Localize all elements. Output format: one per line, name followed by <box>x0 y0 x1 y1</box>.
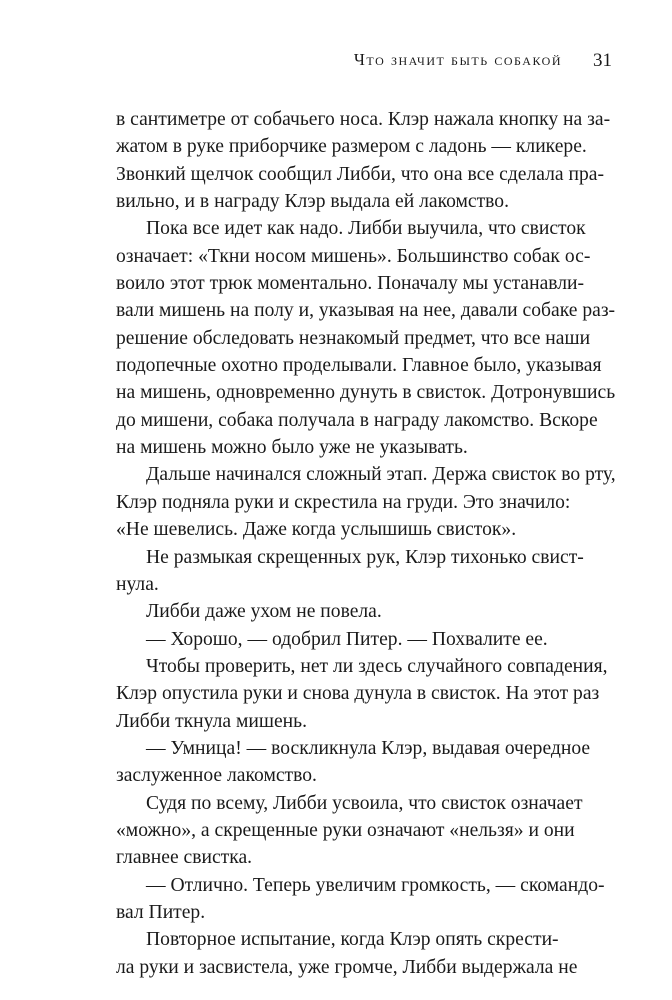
text-line: вильно, и в награду Клэр выдала ей лакомство. <box>116 191 509 213</box>
body-text <box>116 106 616 981</box>
text-line: Пока все идет как надо. Либби выучила, что свисток <box>146 218 586 240</box>
text-line: Не размыкая скрещенных рук, Клэр тихонько свист- <box>146 546 584 568</box>
text-line: Либби ткнула мишень. <box>116 710 307 732</box>
text-line: на мишень можно было уже не указывать. <box>116 437 468 459</box>
text-line: до мишени, собака получала в награду лакомство. Вскоре <box>116 409 598 431</box>
text-line: вали мишень на полу и, указывая на нее, давали собаке раз- <box>116 300 616 322</box>
text-line: Клэр подняла руки и скрестила на груди. Это значило: <box>116 491 571 513</box>
text-line: Клэр опустила руки и снова дунула в свисток. На этот раз <box>116 683 600 705</box>
running-head-title: Что значит быть собакой <box>353 50 562 69</box>
text-line: Звонкий щелчок сообщил Либби, что она все сделала пра- <box>116 163 605 185</box>
text-line: Либби даже ухом не повела. <box>146 601 382 623</box>
text-line: означает: «Ткни носом мишень». Большинство собак ос- <box>116 245 591 267</box>
text-line: на мишень, одновременно дунуть в свисток. Дотронувшись <box>116 382 616 404</box>
text-line: — Отлично. Теперь увеличим громкость, — скомандо- <box>146 874 605 896</box>
text-line: ла руки и засвистела, уже громче, Либби выдержала не <box>116 956 578 978</box>
text-line: — Умница! — воскликнула Клэр, выдавая очередное <box>146 737 591 759</box>
text-line: «Не шевелись. Даже когда услышишь свисток». <box>116 519 517 541</box>
text-line: «можно», а скрещенные руки означают «нельзя» и они <box>116 819 575 841</box>
text-line: — Хорошо, — одобрил Питер. — Похвалите ее. <box>146 628 548 650</box>
page-number: 31 <box>593 50 612 71</box>
text-line: Судя по всему, Либби усвоила, что свисток означает <box>146 792 583 814</box>
text-line: решение обследовать незнакомый предмет, что все наши <box>116 327 591 349</box>
text-line: подопечные охотно проделывали. Главное было, указывая <box>116 355 602 377</box>
text-line: Чтобы проверить, нет ли здесь случайного совпадения, <box>146 655 608 677</box>
text-line: воило этот трюк моментально. Поначалу мы устанавли- <box>116 273 585 295</box>
text-line: заслуженное лакомство. <box>116 765 317 787</box>
text-line: нула. <box>116 573 159 595</box>
text-line: вал Питер. <box>116 901 206 923</box>
text-line: главнее свистка. <box>116 847 253 869</box>
text-line: в сантиметре от собачьего носа. Клэр нажала кнопку на за- <box>116 109 611 130</box>
text-line: Дальше начинался сложный этап. Держа свисток во рту, <box>146 464 616 486</box>
text-line: Повторное испытание, когда Клэр опять скрести- <box>146 929 559 951</box>
text-line: жатом в руке приборчике размером с ладонь — кликере. <box>116 136 587 158</box>
